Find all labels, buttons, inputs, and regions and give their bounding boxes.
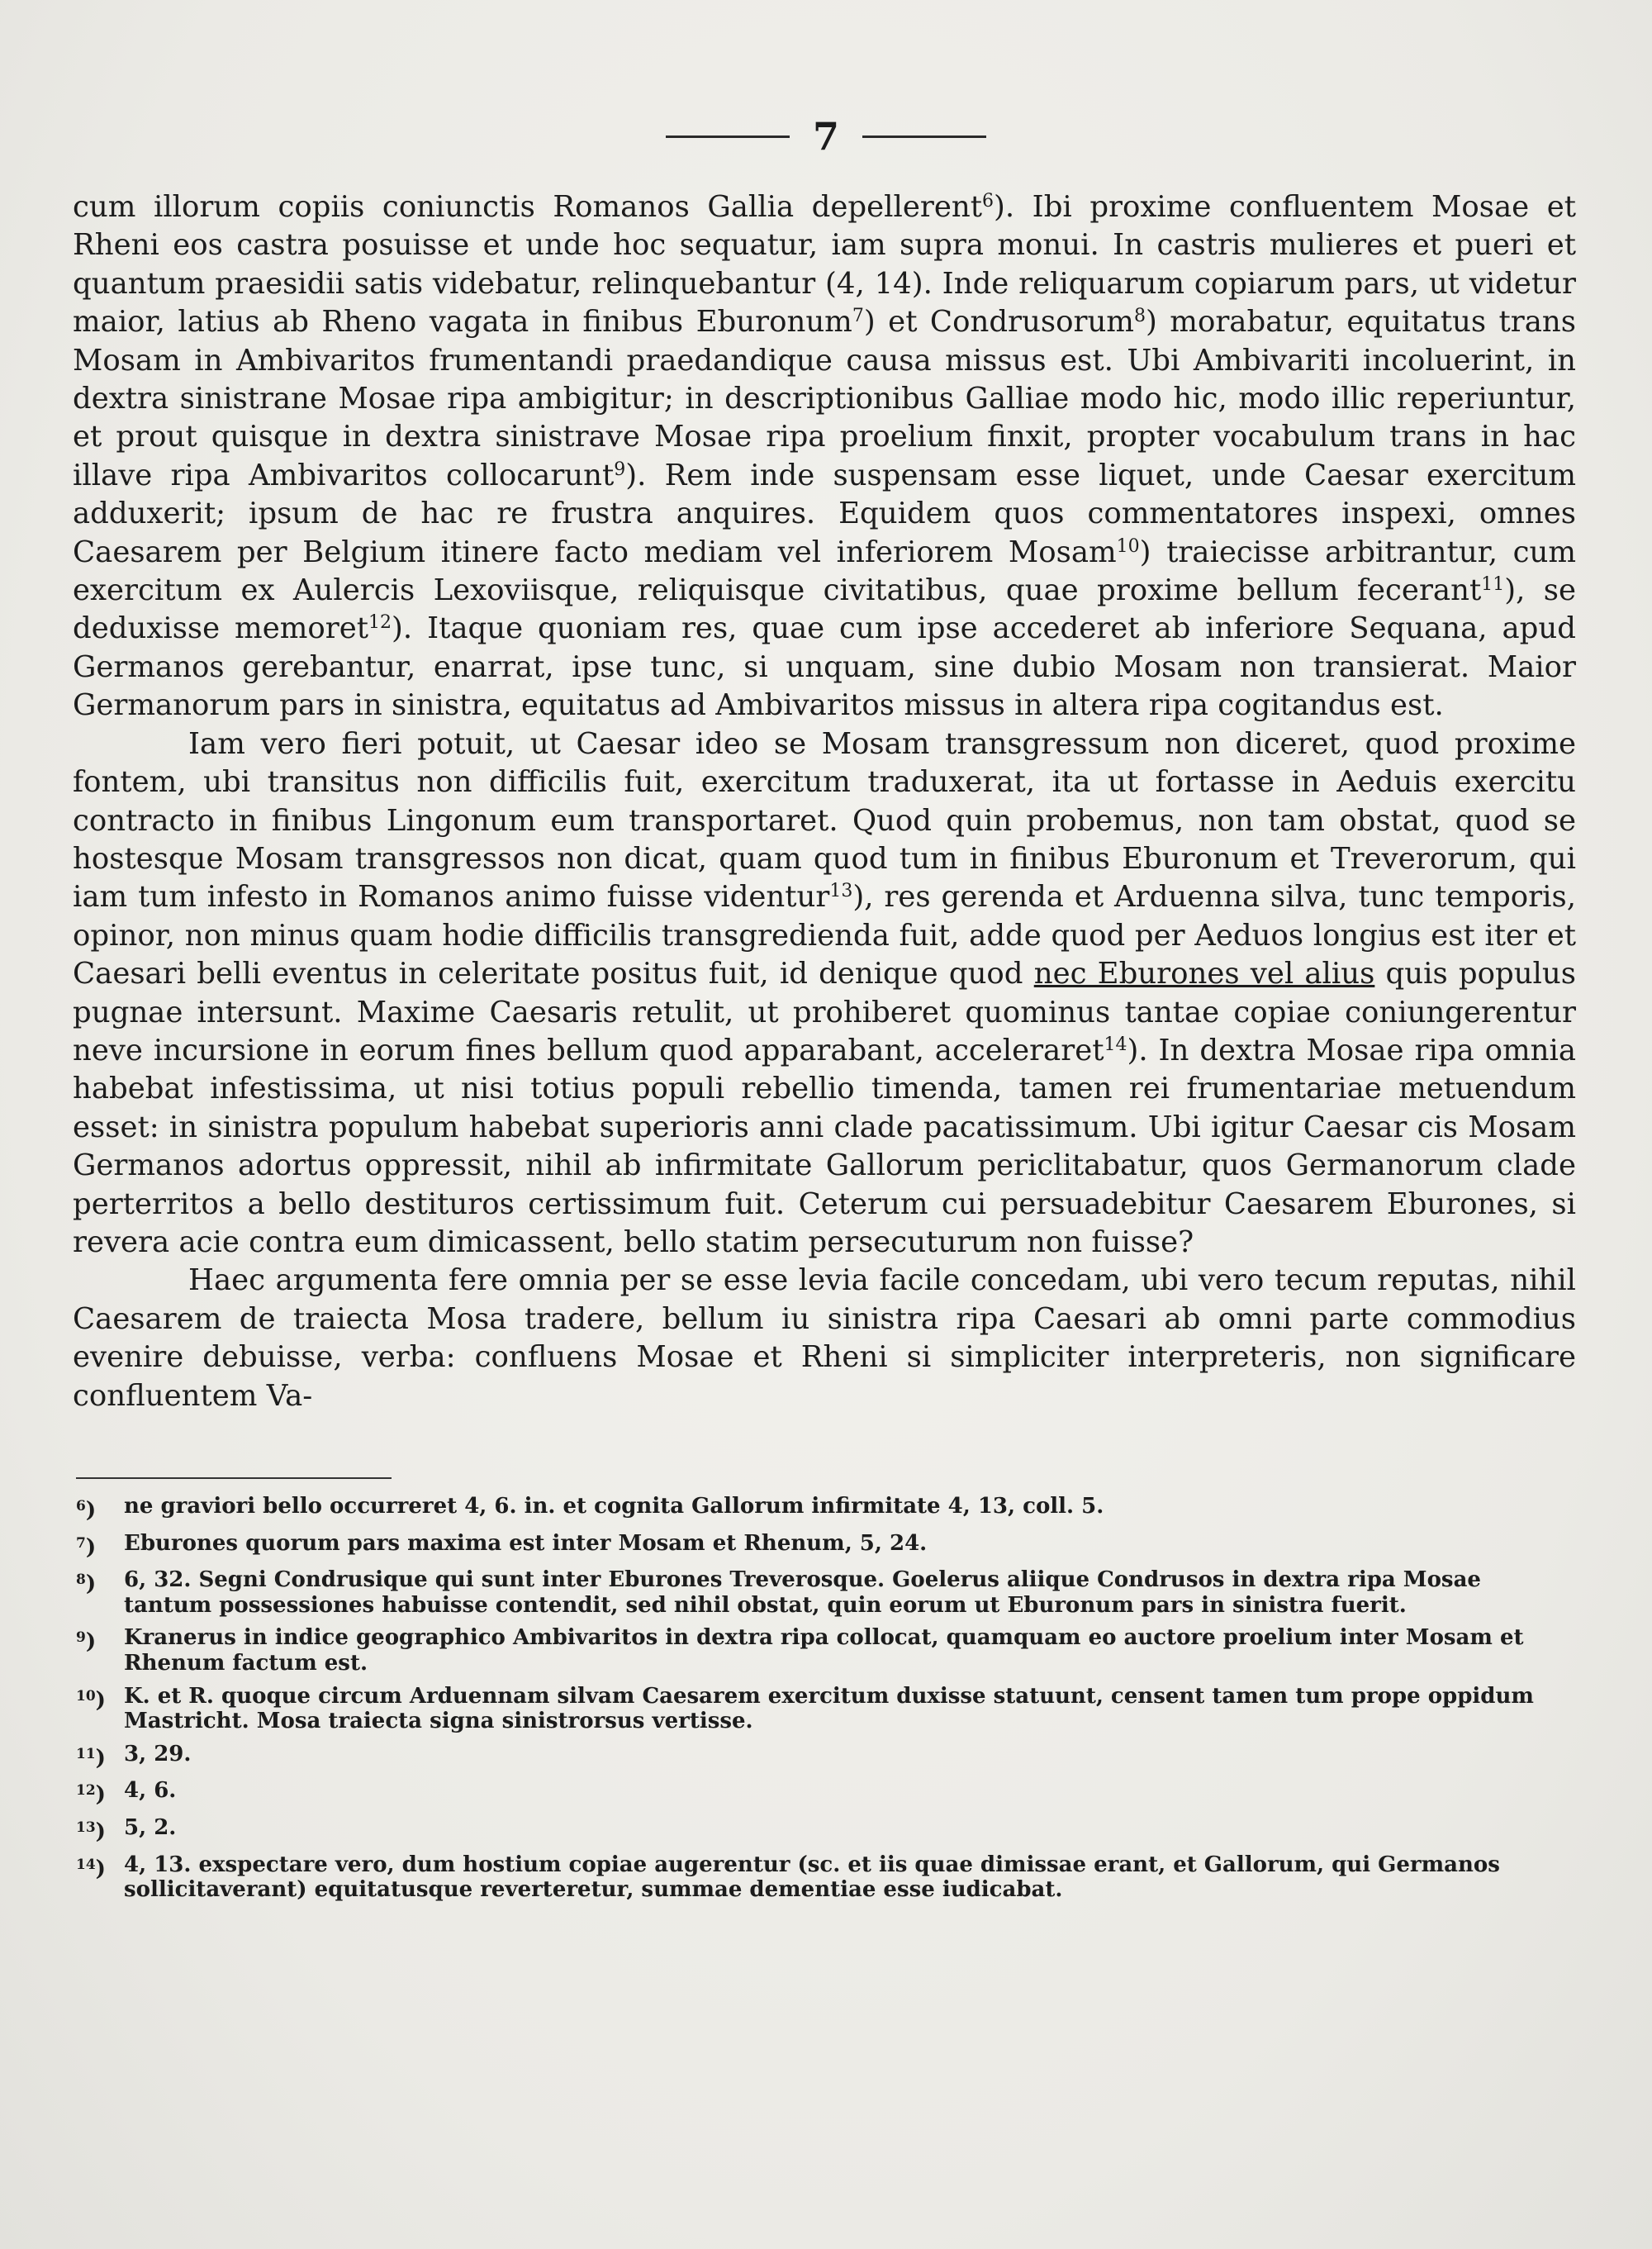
footnote-ref-11: 11: [1481, 573, 1505, 595]
footnote-text: ne graviori bello occurreret 4, 6. in. et cognita Gallorum infirmitate 4, 13, coll. 5.: [124, 1494, 1104, 1519]
text-run: quis populus pugnae intersunt. Maxime Caesaris retulit, ut prohiberet quominus tantae copiae coniungerentur neve incursione in eorum fines bellum quod apparabant, acceleraret: [73, 957, 1576, 1067]
header-rule-left: [666, 136, 790, 138]
underlined-text: nec Eburones vel alius: [1033, 957, 1375, 991]
footnote-mark: $^{10}$): [76, 1687, 106, 1713]
footnote-divider: [76, 1477, 392, 1479]
footnote-mark-number: 9: [76, 1629, 86, 1647]
footnote-ref-9: 9: [614, 459, 626, 480]
footnote-text: 5, 2.: [124, 1814, 177, 1840]
footnote-ref-14: 14: [1104, 1034, 1127, 1055]
footnote-mark-number: 8: [76, 1571, 86, 1589]
footnote-ref-8: 8: [1133, 306, 1146, 327]
header-rule-right: [862, 136, 986, 138]
text-run: Haec argumenta fere omnia per se esse levia facile concedam, ubi vero tecum reputas, nihil Caesarem de traiecta Mosa tradere, bellum iu sinistra ripa Caesari ab omni parte commodius evenire debuisse, verba: confluens Mosae et Rheni si simpliciter interpreteris, non significare confluentem Va-: [73, 1263, 1576, 1413]
footnote-mark: $^{13}$): [76, 1819, 106, 1844]
text-run: ). Rem inde suspensam esse liquet, unde Caesar exercitum adduxerit; ipsum de hac re frustra anquires. Equidem quos commentatores inspexi, omnes Caesarem per Belgium itinere facto mediam vel inferiorem Mosam: [73, 458, 1576, 569]
footnote-ref-12: 12: [368, 612, 392, 634]
footnote-mark: $^8$): [76, 1571, 97, 1597]
text-run: ). Ibi proxime confluentem Mosae et Rheni eos castra posuisse et unde hoc sequatur, iam supra monui. In castris mulieres et pueri et quantum praesidii satis videbatur, relinquebantur (4, 14). Inde reliquarum copiarum pars, ut videtur maior, latius ab Rheno vagata in finibus Eburonum: [73, 190, 1576, 340]
text-run: ), res gerenda et Arduenna silva, tunc temporis, opinor, non minus quam hodie difficilis transgredienda fuit, adde quod per Aeduos longius est iter et Caesari belli eventus in celeritate positus fuit, id denique quod: [73, 880, 1576, 991]
footnote-mark: $^9$): [76, 1629, 97, 1655]
footnote-14: [76, 1852, 1569, 1903]
footnote-text: Kranerus in indice geographico Ambivaritos in dextra ripa collocat, quamquam eo auctore proelium inter Mosam et Rhenum factum est.: [124, 1625, 1524, 1676]
text-run: ). Itaque quoniam res, quae cum ipse accederet ab inferiore Sequana, apud Germanos gerebantur, enarrat, ipse tunc, si unquam, sine dubio Mosam non transierat. Maior Germanorum pars in sinistra, equitatus ad Ambivaritos missus in altera ripa cogitandus est.: [73, 611, 1576, 723]
footnote-mark-number: 6: [76, 1498, 86, 1514]
footnote-ref-6: 6: [981, 190, 994, 212]
footnote-10: [76, 1684, 1569, 1734]
footnote-ref-7: 7: [852, 306, 864, 327]
footnote-8: [76, 1567, 1569, 1618]
footnote-mark: $^{14}$): [76, 1856, 106, 1881]
body-text: [73, 188, 1576, 1415]
footnote-mark-number: 12: [76, 1782, 96, 1800]
paragraph-1: [73, 188, 1576, 725]
footnotes: [76, 1494, 1569, 1910]
text-run: Iam vero fieri potuit, ut Caesar ideo se Mosam transgressum non diceret, quod proxime fontem, ubi transitus non difficilis fuit, exercitum traduxerat, ita ut fortasse in Aeduis exercitu contracto in finibus Lingonum eum transportaret. Quod quin probemus, non tam obstat, quod se hostesque Mosam transgressos non dicat, quam quod tum in finibus Eburonum et Treverorum, qui iam tum infesto in Romanos animo fuisse videntur: [73, 726, 1576, 915]
footnote-mark-number: 7: [76, 1534, 86, 1552]
footnote-ref-13: 13: [829, 881, 853, 902]
text-run: ) et Condrusorum: [863, 305, 1134, 340]
text-run: ) morabatur, equitatus trans Mosam in Ambivaritos frumentandi praedandique causa missus est. Ubi Ambivariti incoluerint, in dextra sinistrane Mosae ripa ambigitur; in descriptionibus Galliae modo hic, modo illic reperiuntur, et prout quisque in dextra sinistrave Mosae ripa proelium finxit, propter vocabulum trans in hac illave ripa Ambivaritos collocarunt: [73, 305, 1577, 492]
footnote-mark-number: 11: [76, 1745, 96, 1762]
footnote-text: K. et R. quoque circum Arduennam silvam Caesarem exercitum duxisse statuunt, censent tamen tum prope oppidum Mastricht. Mosa traiecta signa sinistrorsus vertisse.: [124, 1683, 1534, 1734]
footnote-mark-number: 10: [76, 1687, 96, 1705]
text-run: cum illorum copiis coniunctis Romanos Gallia depellerent: [73, 190, 982, 224]
footnote-mark: $^6$): [76, 1498, 97, 1523]
footnote-text: 4, 6.: [124, 1778, 177, 1804]
paragraph-2: [73, 725, 1576, 1262]
footnote-12: [76, 1778, 1569, 1808]
footnote-9: [76, 1625, 1569, 1676]
footnote-6: [76, 1494, 1569, 1524]
footnote-mark-number: 14: [76, 1856, 96, 1873]
footnote-mark-number: 13: [76, 1819, 96, 1836]
page-header: [0, 114, 1652, 159]
footnote-mark: $^{11}$): [76, 1745, 106, 1771]
footnote-13: [76, 1815, 1569, 1845]
text-run: ) traiecisse arbitrantur, cum exercitum ex Aulercis Lexoviisque, reliquisque civitatibus, quae proxime bellum fecerant: [73, 535, 1576, 608]
footnote-mark: $^7$): [76, 1534, 97, 1560]
footnote-text: 4, 13. exspectare vero, dum hostium copiae augerentur (sc. et iis quae dimissae erant, et Gallorum, qui Germanos sollicitaverant) equitatusque reverteretur, summae dementiae esse iudicabat.: [124, 1852, 1500, 1903]
footnote-text: 6, 32. Segni Condrusique qui sunt inter Eburones Treverosque. Goelerus aliique Condrusos in dextra ripa Mosae tantum possessiones habuisse contendit, sed nihil obstat, quin eorum ut Eburonum pars in sinistra fuerit.: [124, 1567, 1481, 1618]
text-run: ). In dextra Mosae ripa omnia habebat infestissima, ut nisi totius populi rebellio timenda, tamen rei frumentariae metuendum esset: in sinistra populum habebat superioris anni clade pacatissimum. Ubi igitur Caesar cis Mosam Germanos adortus oppressit, nihil ab infirmitate Gallorum periclitabatur, quos Germanorum clade perterritos a bello destituros certissimum fuit. Ceterum cui persuadebitur Caesarem Eburones, si revera acie contra eum dimicassent, bello statim persecuturum non fuisse?: [73, 1033, 1576, 1259]
paragraph-3: [73, 1262, 1576, 1415]
footnote-text: Eburones quorum pars maxima est inter Mosam et Rhenum, 5, 24.: [124, 1530, 928, 1556]
page-number: 7: [812, 114, 839, 159]
footnote-11: [76, 1742, 1569, 1771]
footnote-7: [76, 1531, 1569, 1561]
text-run: ), se deduxisse memoret: [73, 573, 1576, 646]
footnote-ref-10: 10: [1116, 535, 1140, 557]
footnote-text: 3, 29.: [124, 1741, 192, 1766]
footnote-mark: $^{12}$): [76, 1782, 106, 1808]
